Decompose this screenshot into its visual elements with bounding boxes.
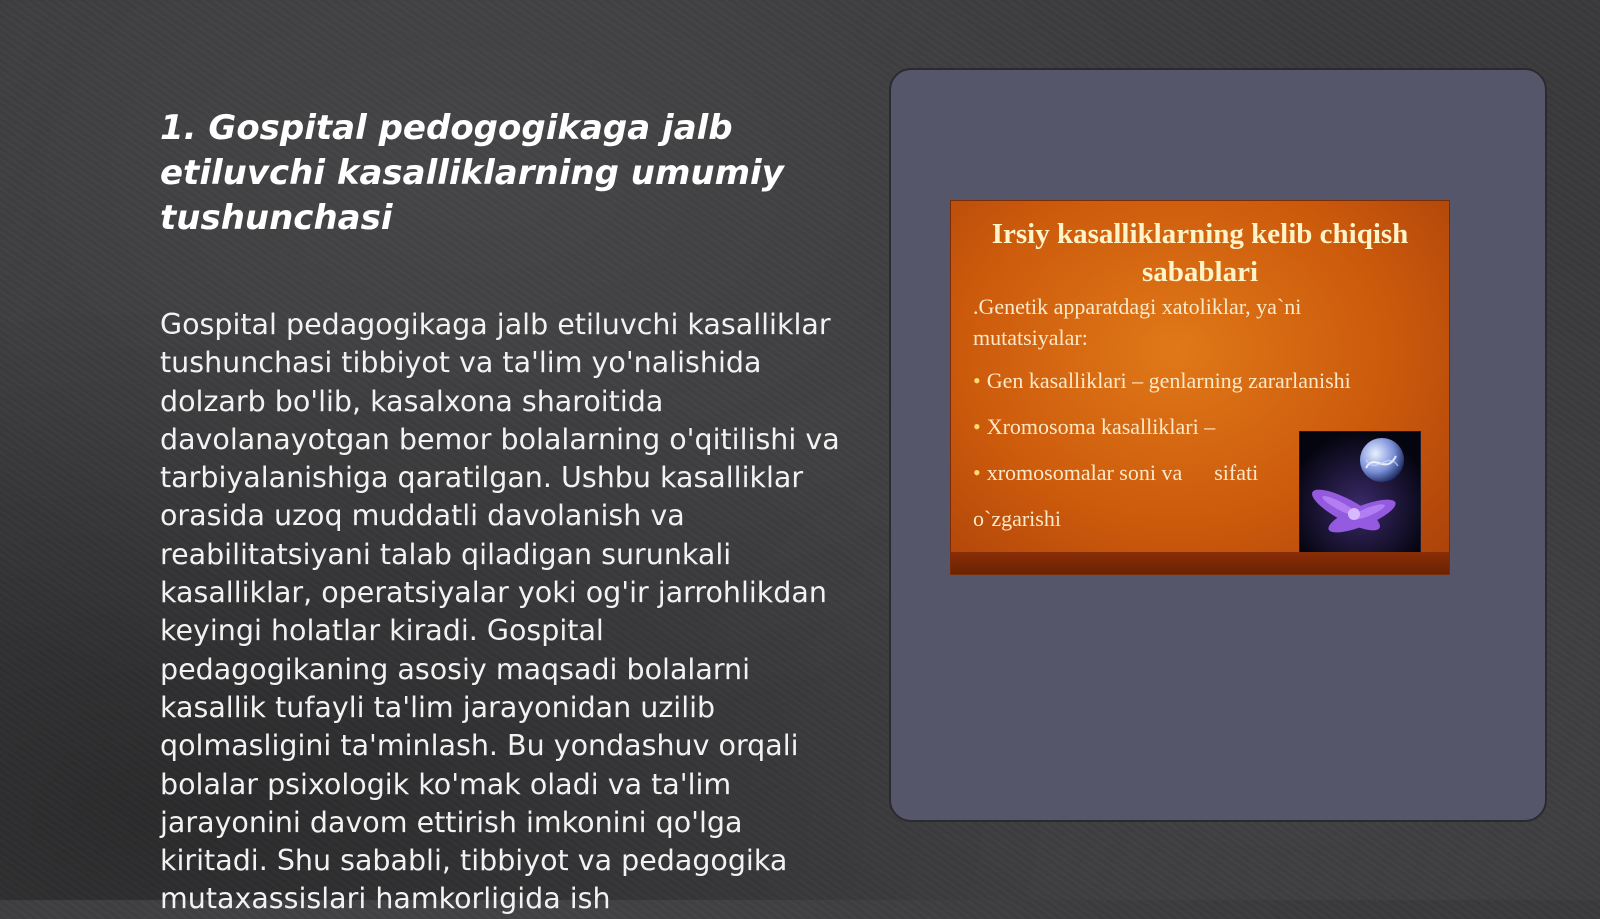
embedded-bullet-1	[973, 367, 1351, 395]
embedded-bullet-3-text: xromosomalar soni va	[986, 460, 1183, 485]
chromosome-dna-icon	[1299, 431, 1421, 557]
embedded-bullet-1-text: Gen kasalliklari – genlarning zararlanishi	[986, 368, 1351, 393]
embedded-continuation: o`zgarishi	[973, 506, 1061, 531]
embedded-slide-image	[950, 200, 1450, 575]
bullet-marker: •	[973, 414, 981, 439]
bullet-marker: •	[973, 368, 981, 393]
embedded-bullet-2	[973, 413, 1215, 441]
slide-title: 1. Gospital pedogogikaga jalb etiluvchi kasalliklarning umumiy tushunchasi	[160, 108, 784, 238]
slide-body-text: Gospital pedagogikaga jalb etiluvchi kasalliklar tushunchasi tibbiyot va ta'lim yo'nalishida dolzarb bo'lib, kasalxona sharoitida davolanayotgan bemor bolalarning o'qitilishi va tarbiyalanishiga qaratilgan. Ushbu kasalliklar orasida uzoq muddatli davolanish va reabilitatsiyani talab qiladigan surunkali kasalliklar, operatsiyalar yoki og'ir jarrohlikdan keyingi holatlar kiradi. Gospital pedagogikaning asosiy maqsadi bolalarni kasallik tufayli ta'lim jarayonidan uzilib qolmasligini ta'minlash. Bu yondashuv orqali bolalar psixologik ko'mak oladi va ta'lim jarayonini davom ettirish imkonini qo'lga kiritadi. Shu sababli, tibbiyot va pedagogika mutaxassislari hamkorligida ish	[160, 308, 840, 916]
embedded-bullet-3-tail: sifati	[1214, 460, 1259, 485]
embedded-slide-title: Irsiy kasalliklarning kelib chiqish sabablari	[991, 218, 1409, 288]
embedded-slide-footer-bar	[951, 552, 1449, 574]
embedded-slide-intro: .Genetik apparatdagi xatoliklar, ya`ni mutatsiyalar:	[973, 294, 1302, 350]
embedded-bullet-3	[973, 459, 1258, 487]
bullet-marker: •	[973, 460, 981, 485]
embedded-bullet-2-text: Xromosoma kasalliklari –	[986, 414, 1216, 439]
